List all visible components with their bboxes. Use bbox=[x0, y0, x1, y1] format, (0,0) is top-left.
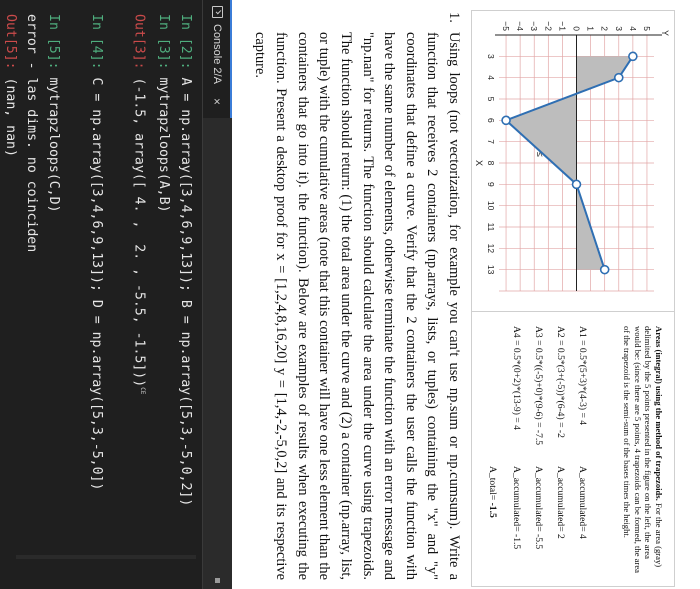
area-formula-2: A2 = 0.5*(3+(-5))*(6-4) = -2 bbox=[555, 326, 566, 438]
area-formula-1: A1 = 0.5*(5+3)*(4-3) = 4 bbox=[577, 326, 588, 426]
console-line bbox=[64, 14, 86, 584]
total-value: -1.5 bbox=[487, 502, 498, 518]
console-suffix: CE bbox=[139, 387, 146, 395]
data-point bbox=[629, 52, 637, 60]
console-scrollbar[interactable] bbox=[16, 555, 196, 559]
data-point bbox=[601, 266, 609, 274]
question-number: 1. bbox=[446, 12, 462, 23]
accumulated-1: A_accumulated= 4 bbox=[577, 466, 588, 539]
console-output[interactable] bbox=[0, 14, 196, 584]
total-area bbox=[487, 466, 498, 518]
console-line bbox=[85, 14, 107, 584]
close-icon[interactable]: × bbox=[210, 98, 224, 106]
console-tab[interactable] bbox=[203, 0, 232, 118]
console-line bbox=[0, 14, 21, 584]
trapezoid-graph bbox=[472, 11, 674, 312]
tabbar-handle[interactable] bbox=[215, 578, 220, 583]
console-code: A = np.array([3,4,6,9,13]); B = np.array([5,3,-5,0,2]) bbox=[178, 77, 193, 507]
console-line bbox=[21, 14, 43, 584]
area-marker: ≤ bbox=[535, 151, 546, 157]
console-tabbar bbox=[202, 0, 232, 589]
total-label: A_total= bbox=[487, 466, 498, 503]
in-prompt: In [2]: bbox=[178, 14, 193, 78]
console-code: error - las dims. no coinciden bbox=[24, 14, 40, 253]
trapezoid-figure bbox=[471, 10, 675, 587]
description-body: For the area (gray) delimited by the 5 points presented in the figure on the left, the area would be: (since there are 5 points, 4 trapezoids can be formed, the area of the trapezoid is the semi-sum of the bases times the height. bbox=[622, 326, 664, 573]
console-code: mytrapzloops(A,B) bbox=[156, 77, 172, 213]
accumulated-2: A_accumulated= 2 bbox=[555, 466, 566, 539]
console-code: mytrapzloops(C,D) bbox=[45, 77, 61, 213]
x-axis-label: X bbox=[474, 159, 484, 167]
in-prompt: In [5]: bbox=[45, 14, 61, 78]
data-point bbox=[615, 74, 623, 82]
y-tick-label: −1 bbox=[557, 21, 568, 31]
console-tab-label: Console 2/A bbox=[211, 24, 223, 84]
y-axis-label: Y bbox=[660, 29, 670, 37]
x-tick-label: 3 bbox=[486, 53, 496, 59]
y-tick-label: 4 bbox=[627, 26, 638, 31]
console-code: C = np.array([3,4,6,9,13]); D = np.array([5,3,-5,0]) bbox=[88, 77, 104, 491]
y-tick-label: 2 bbox=[599, 26, 610, 31]
accumulated-4: A_accumulated= -1.5 bbox=[511, 466, 522, 550]
accumulated-3: A_accumulated= -5.5 bbox=[533, 466, 544, 550]
console-line bbox=[153, 14, 175, 584]
area-notes bbox=[472, 314, 674, 582]
console-line bbox=[42, 14, 64, 584]
x-tick-label: 13 bbox=[486, 264, 496, 275]
in-prompt: In [3]: bbox=[156, 14, 172, 78]
question-text: Using loops (not vectorization, for example you can't use np.sum or np.cumsum). Write a function that receives 2 containers (np.arrays, lists, or tuples) containing the "x" and "y" coordinates that define a curve. Verify that the 2 containers the user calls the function with have the same number of elements, otherwise terminate the function with an error message and "np.nan" for returns. The function should calculate the area under the curve using trapezoids. The function should return: (1) the total area under the curve and (2) a container (np.array, list, or tuple) with the cumulative areas (note that this container will have one less element than the containers that go into it). the function). Below are examples of results when executing the function. Present a desktop proof for x = [1,2,4,8,16,20] y = [1,4,-2,-5,0,2] and its respective capture. bbox=[251, 32, 462, 580]
console-code: (-1.5, array([ 4. , 2. , -5.5, -1.5])) bbox=[131, 77, 147, 388]
y-tick-label: 0 bbox=[571, 26, 582, 31]
console-icon bbox=[212, 6, 223, 18]
data-point bbox=[502, 116, 510, 124]
out-prompt: Out[5]: bbox=[2, 14, 18, 78]
x-tick-label: 4 bbox=[486, 75, 496, 81]
out-prompt: Out[3]: bbox=[131, 14, 147, 78]
figure-description bbox=[622, 326, 664, 576]
y-tick-label: −5 bbox=[501, 21, 512, 31]
x-tick-label: 6 bbox=[486, 117, 496, 123]
y-tick-label: −3 bbox=[529, 21, 540, 31]
area-formula-3: A3 = 0.5*((-5)+0)*(9-6) = -7.5 bbox=[533, 326, 544, 446]
x-tick-label: 12 bbox=[486, 243, 496, 254]
area-formula-4: A4 = 0.5*(0+2)*(13-9) = 4 bbox=[511, 326, 522, 430]
y-tick-label: −4 bbox=[515, 21, 526, 31]
x-tick-label: 7 bbox=[486, 139, 496, 145]
x-tick-label: 8 bbox=[486, 160, 496, 166]
data-point bbox=[573, 180, 581, 188]
x-tick-label: 11 bbox=[486, 222, 496, 232]
question-paragraph bbox=[248, 12, 464, 580]
x-tick-label: 5 bbox=[486, 96, 496, 102]
x-tick-label: 10 bbox=[486, 200, 496, 211]
y-tick-label: −2 bbox=[543, 21, 554, 31]
ipython-console bbox=[0, 0, 232, 589]
console-line bbox=[107, 14, 129, 584]
x-tick-label: 9 bbox=[486, 181, 496, 187]
y-tick-label: 5 bbox=[641, 26, 652, 31]
console-line bbox=[128, 14, 153, 584]
y-tick-label: 3 bbox=[613, 26, 624, 31]
description-heading: Areas (integral) using the method of trapezoids. bbox=[654, 326, 664, 501]
console-code: (nan, nan) bbox=[2, 77, 18, 157]
console-line bbox=[175, 14, 197, 584]
graph-svg bbox=[472, 11, 674, 311]
in-prompt: In [4]: bbox=[88, 14, 104, 78]
y-tick-label: 1 bbox=[585, 26, 596, 31]
